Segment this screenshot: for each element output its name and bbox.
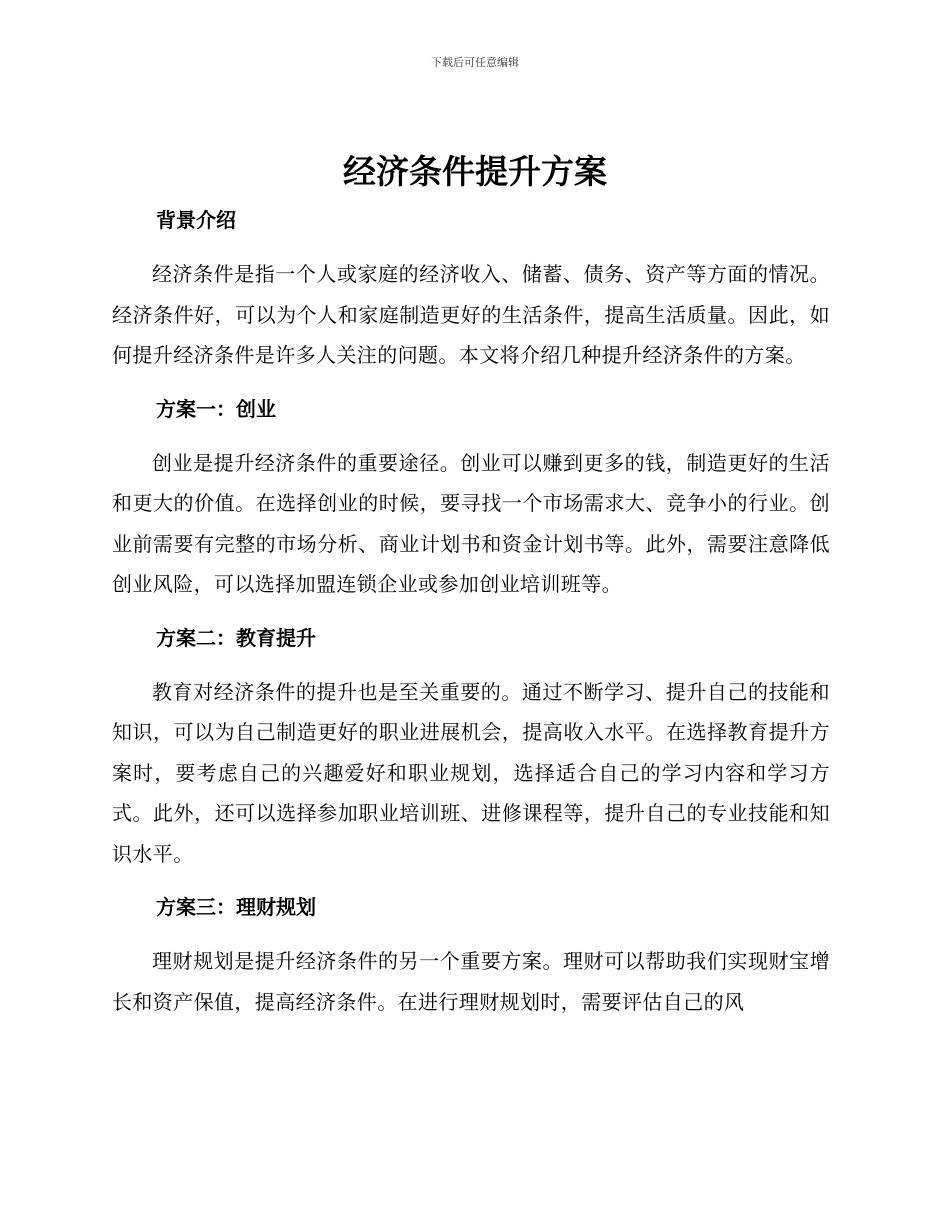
document-body: [112, 200, 830, 1022]
section-heading-plan-1: 方案一：创业: [156, 396, 276, 421]
section-paragraph-plan-1: 创业是提升经济条件的重要途径。创业可以赚到更多的钱，制造更好的生活和更大的价值。在选择创业的时候，要寻找一个市场需求大、竞争小的行业。创业前需要有完整的市场分析、商业计划书和资金计划书等。此外，需要注意降低创业风险，可以选择加盟连锁企业或参加创业培训班等。: [112, 450, 830, 596]
header-note: 下载后可任意编辑: [431, 56, 519, 69]
section-heading-plan-3: 方案三：理财规划: [156, 895, 316, 919]
section-paragraph-background: 经济条件是指一个人或家庭的经济收入、储蓄、债务、资产等方面的情况。经济条件好，可以为个人和家庭制造更好的生活条件，提高生活质量。因此，如何提升经济条件是许多人关注的问题。本文将介绍几种提升经济条件的方案。: [112, 262, 830, 367]
section-paragraph-plan-2: 教育对经济条件的提升也是至关重要的。通过不断学习、提升自己的技能和知识，可以为自己制造更好的职业进展机会，提高收入水平。在选择教育提升方案时，要考虑自己的兴趣爱好和职业规划，选择适合自己的学习内容和学习方式。此外，还可以选择参加职业培训班、进修课程等，提升自己的专业技能和知识水平。: [112, 679, 830, 866]
section-heading-background: 背景介绍: [156, 208, 236, 232]
section-heading-plan-2: 方案二：教育提升: [156, 625, 316, 650]
document-title: 经济条件提升方案: [343, 152, 607, 191]
section-paragraph-plan-3: 理财规划是提升经济条件的另一个重要方案。理财可以帮助我们实现财宝增长和资产保值，提高经济条件。在进行理财规划时，需要评估自己的风: [112, 949, 830, 1014]
